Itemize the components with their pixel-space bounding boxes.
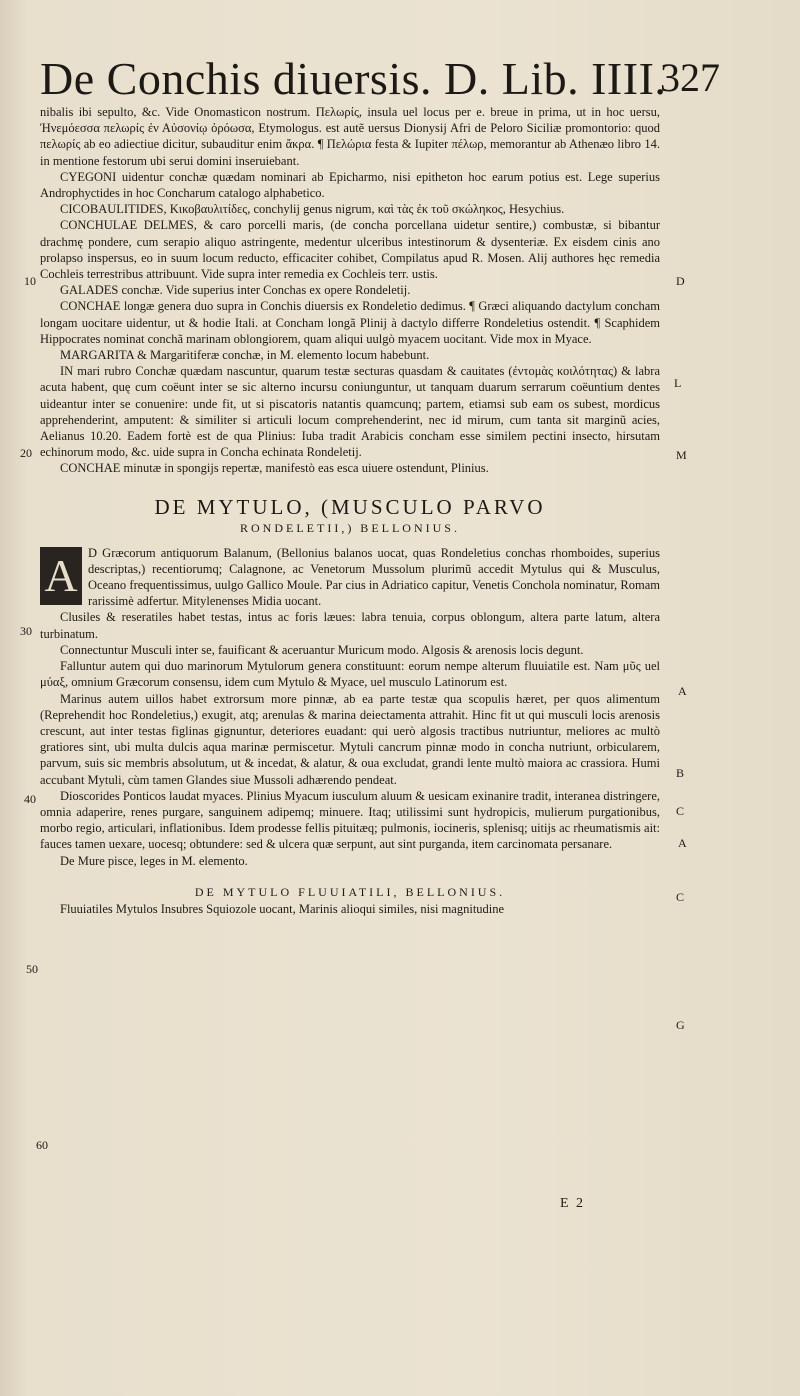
drop-cap: A	[40, 547, 82, 605]
paragraph: Dioscorides Ponticos laudat myaces. Plinius Myacum iusculum aluum & uesicam exinanire tradit, interanea distringere, omnia adaperire, renes purgare, sanguinem adipemq; minuere. Itaq; utilissimi sunt hydropicis, mulierum purgationibus, morbo regio, articulari, inflationibus. Idem prodesse fellis pituitæq; pulmonis, iocineris, splenisq; uitijs ac rheumatismis ait: fauces tamen uexare, uocesq; obtundere: sed & ulcera quæ serpunt, aut sint purganda, item carcinomata persanare.	[40, 788, 660, 852]
margin-letter: D	[676, 274, 685, 288]
margin-line-number: 40	[24, 792, 36, 806]
paragraph: Marinus autem uillos habet extrorsum more pinnæ, ab ea parte testæ qua scopulis hæret, per quos alimentum (Reprehendit hoc Rondeletius,) exugit, atq; arenulas & marina deiectamenta attrahit. Hinc fit ut qui musculi locis arenosis crescunt, aut inter testas figlinas gignuntur, deteriores euadant: qui uerò algosis tractibus nutriuntur, meliores ac multò gratiores sint, ubi multa dulcis aqua marinæ permiscetur. Mytuli cancrum pinnæ modo in concha nutriunt, orbicularem, parvum, suis sic membris absolutum, ut & incedat, & alatur, & oua excludat, grandi lente multò maiora ac crassiora. Humi accubant Mytuli, cùm tamen Glandes siue Mussoli adhærendo pendeat.	[40, 691, 660, 787]
paragraph: CONCHAE minutæ in spongijs repertæ, manifestò eas esca uiuere ostendunt, Plinius.	[60, 461, 489, 476]
margin-letter: A	[678, 684, 687, 698]
margin-letter: M	[676, 448, 687, 462]
section-heading: DE MYTULO, (MUSCULO PARVO	[154, 494, 546, 519]
margin-letter: C	[676, 890, 685, 904]
section-subheading: RONDELETII,) BELLONIUS.	[240, 520, 460, 535]
margin-line-number: 50	[26, 962, 38, 976]
section-heading-2: DE MYTULO FLUUIATILI, BELLONIUS.	[194, 884, 506, 899]
paragraph: Clusiles & reseratiles habet testas, intus ac foris læues: labra tenuia, corpus oblongum, altera parte latum, altera turbinatum.	[40, 610, 660, 641]
text-body	[40, 104, 660, 917]
paragraph: MARGARITA & Margaritiferæ conchæ, in M. elemento locum habebunt.	[60, 348, 430, 363]
paragraph: CICOBAULITIDES, Κικοβαυλιτίδες, conchylij genus nigrum, καὶ τὰς ἐκ τοῦ σκώληκος, Hesychius.	[60, 202, 565, 217]
margin-letter: G	[676, 1018, 685, 1032]
paragraph: nibalis ibi sepulto, &c. Vide Onomasticon nostrum. Πελωρίς, insula uel locus per e. breue in prima, ut in hoc uersu, Ἠνεμόεσσα πελωρίς ἐν Αὐσονίῳ ὀρόωσα, Etymologus. est autẽ uersus Dionysij Afri de Peloro Siciliæ promontorio: quod πελωρίς ab eo adiectiue dicitur, subauditur enim ἄκρα. ¶ Πελώρια festa & Iupiter πέλωρ, memorantur ab Athenæo libro 14. in mentione festorum ubi serui domini inseruiebant.	[40, 105, 660, 168]
paragraph: CONCHULAE DELMES, & caro porcelli maris, (de concha porcellana uidetur sentire,) combustæ, si bibantur drachmę pondere, cum serapio aliquo astringente, medentur ulceribus intestinorum & dysenteriæ. Ex eisdem cinis ano prolapso inspersus, eo in suum locum reducto, efficaciter cohibet, Compilatus apud R. Mosen. Alij authores hęc remedia Cochleis terrestribus attribuunt. Vide supra inter remedia ex Cochleis terr. ustis.	[40, 218, 660, 282]
paragraph: CONCHAE longæ genera duo supra in Conchis diuersis ex Rondeletio dedimus. ¶ Græci aliquando dactylum concham longam uocitare uidentur, ut & hodie Itali. at Concham longã Plinij à dactylo differre Rondeletius ostendit. ¶ Scaphidem Hippocrates nominat conchã marinam oblongiorem, quam aliqui uulgò myacem uocitant. Vide mox in Myace.	[40, 299, 660, 346]
margin-letter: L	[674, 376, 682, 390]
paragraph: IN mari rubro Conchæ quædam nascuntur, quarum testæ secturas quasdam & cauitates (ἐντομὰς κοιλότητας) & labra acuta habent, quę cum coëunt inter se sic alterno incursu coniunguntur, ut tanquam duarum serrarum coëuntium dentes uideantur inter se conuenire: unde fit, ut si piscatoris natantis quamcunq; partem, etiamsi sub eam os subest, mordicus apprehenderint, amputent: & similiter si articuli locum comprehenderint, nec id mirum, cum tanta sit marginũ acies, Aelianus 10.20. Eadem fortè est de qua Plinius: Iuba tradit Arabicis concham esse similem pectini insecto, hirsutam echinorum modo, &c. uide supra in Concha echinata Rondeletij.	[40, 364, 660, 460]
page-title: De Conchis diuersis. D. Lib. IIII.	[40, 53, 667, 104]
margin-line-number: 30	[20, 624, 32, 638]
paragraph: GALADES conchæ. Vide superius inter Conchas ex opere Rondeletij.	[60, 283, 411, 298]
margin-letter: A	[678, 836, 687, 850]
margin-line-number: 10	[24, 274, 36, 288]
running-header	[40, 52, 720, 108]
paragraph: Fluuiatiles Mytulos Insubres Squiozole uocant, Marinis alioqui similes, nisi magnitudine	[60, 901, 505, 916]
page-number: 327	[660, 55, 720, 100]
paragraph: Falluntur autem qui duo marinorum Mytulorum genera constituunt: eorum nempe alterum fluuiatile est. Nam μῦς uel μύαξ, omnium Græcorum consensu, idem cum Mytulo & Myace, uel musculo Latinorum est.	[40, 659, 660, 690]
margin-letter: B	[676, 766, 685, 780]
signature-mark: E 2	[560, 1196, 586, 1211]
margin-letter: C	[676, 804, 685, 818]
paragraph: De Mure pisce, leges in M. elemento.	[60, 853, 248, 868]
paragraph: Connectuntur Musculi inter se, fauificant & aceruantur Muricum modo. Algosis & arenosis locis degunt.	[60, 642, 584, 657]
margin-line-number: 20	[20, 446, 32, 460]
margin-line-number: 60	[36, 1138, 48, 1152]
paragraph: D Græcorum antiquorum Balanum, (Bellonius balanos uocat, quas Rondeletius conchas rhomboides, superius descriptas,) recentiorumq; Calagnone, ac Venetorum Mussolum plurimũ accedit Mytulus qui & Musculus, Oceano frequentissimus, uulgo Gallico Moule. Par cius in Adriatico capitur, Venetis Conchola nominatur, Romam rarissimè adfertur. Mitylenenses Midia uocant.	[88, 545, 660, 609]
paragraph: CYEGONI uidentur conchæ quædam nominari ab Epicharmo, nisi epitheton hoc earum potius est. Lege superius Androphyctides in hoc Concharum catalogo alphabetico.	[40, 169, 660, 201]
